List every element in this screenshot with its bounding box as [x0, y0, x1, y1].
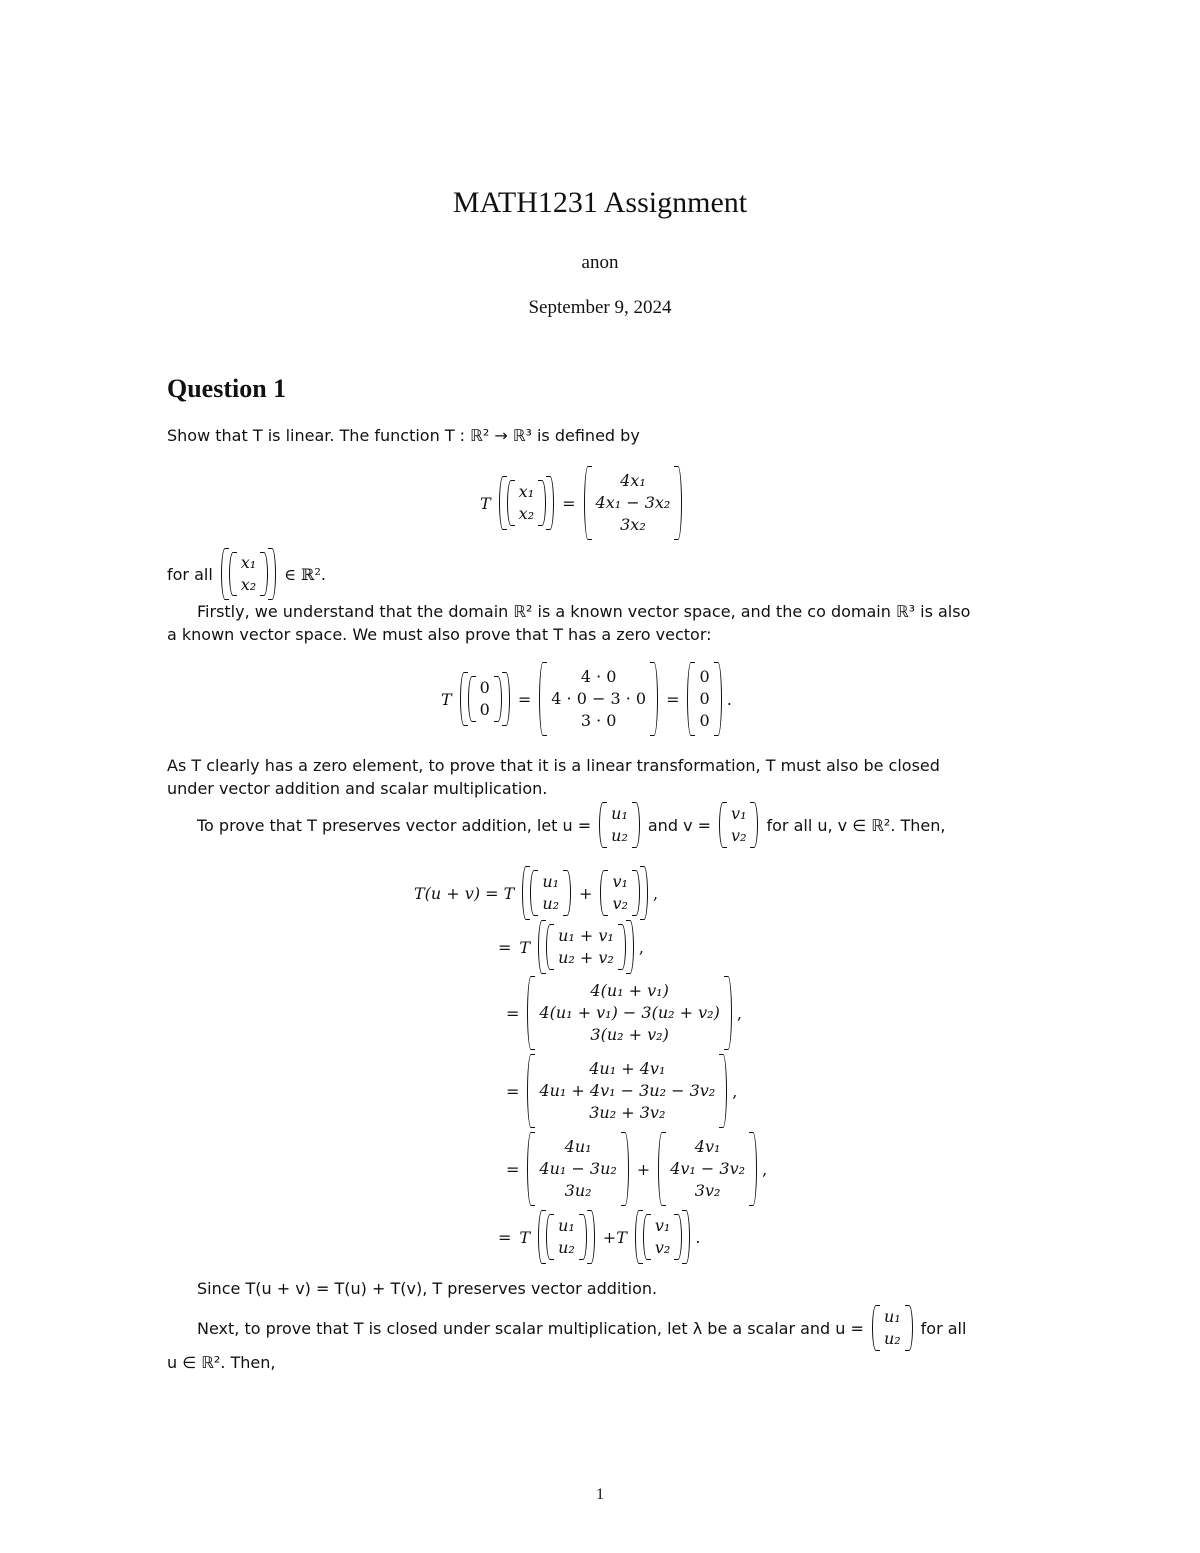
matrix-entry: u₁ — [542, 872, 560, 891]
matrix-entry: u₁ + v₁ — [558, 926, 614, 945]
text-segment: and v = — [647, 815, 712, 835]
matrix-entry: v₂ — [654, 1238, 671, 1257]
matrix-entry: 4x₁ − 3x₂ — [595, 493, 671, 512]
matrix-entry: 3v₂ — [694, 1181, 721, 1200]
matrix-entry: u₂ — [558, 1238, 575, 1257]
paragraph-intro: Show that T is linear. The function T : ℝ² → ℝ³ is defined by — [167, 426, 640, 445]
matrix-entry: u₂ — [542, 894, 560, 913]
text-segment: Next, to prove that T is closed under scalar multiplication, let λ be a scalar and u = — [197, 1318, 864, 1338]
text-segment: for all u, v ∈ ℝ². Then, — [766, 815, 946, 835]
derivation-line-2: = T u₁ + v₁ u₂ + v₂ , — [498, 920, 644, 974]
matrix-entry: 3u₂ + 3v₂ — [589, 1103, 666, 1122]
document-author: anon — [581, 252, 619, 273]
paragraph-let-u-v — [197, 802, 945, 848]
derivation-line-5: = 4u₁ 4u₁ − 3u₂ 3u₂ + 4v₁ 4v₁ − 3v₂ 3v₂ , — [506, 1132, 767, 1206]
matrix-entry: 3(u₂ + v₂) — [590, 1025, 669, 1044]
derivation-line-4: = 4u₁ + 4v₁ 4u₁ + 4v₁ − 3u₂ − 3v₂ 3u₂ + 3v₂ , — [506, 1054, 737, 1128]
paragraph-since: Since T(u + v) = T(u) + T(v), T preserves vector addition. — [197, 1279, 658, 1298]
matrix-entry: u₂ — [611, 826, 628, 845]
matrix-entry: 4(u₁ + v₁) − 3(u₂ + v₂) — [539, 1003, 720, 1022]
text-segment: ∈ ℝ². — [284, 564, 326, 584]
matrix-entry: 4(u₁ + v₁) — [590, 981, 669, 1000]
matrix-entry: x₂ — [240, 575, 257, 594]
definition-equation: T x₁ x₂ = 4x₁ 4x₁ − 3x₂ 3x₂ — [480, 466, 682, 540]
matrix-entry: 4u₁ + 4v₁ — [589, 1059, 666, 1078]
matrix-entry: 0 — [479, 678, 490, 697]
matrix-entry: v₁ — [731, 804, 747, 823]
section-heading: Question 1 — [167, 374, 287, 403]
matrix-entry: 4x₁ — [620, 471, 646, 490]
matrix-entry: v₁ — [654, 1216, 671, 1235]
matrix-entry: 4v₁ — [694, 1137, 721, 1156]
matrix-entry: x₁ — [518, 482, 535, 501]
matrix-entry: 3u₂ — [564, 1181, 592, 1200]
matrix-entry: u₂ — [883, 1329, 901, 1348]
paragraph-for-all — [167, 548, 326, 600]
text-segment: for all — [920, 1318, 967, 1338]
text-segment: for all — [167, 564, 213, 584]
matrix-entry: 4u₁ — [564, 1137, 592, 1156]
document-title: MATH1231 Assignment — [452, 186, 748, 219]
paragraph-scalar-line1 — [197, 1305, 966, 1351]
matrix-entry: v₂ — [612, 894, 628, 913]
matrix-entry: u₁ — [611, 804, 628, 823]
matrix-entry: 4 · 0 — [580, 667, 617, 686]
matrix-entry: u₂ + v₂ — [558, 948, 614, 967]
matrix-entry: 4u₁ + 4v₁ − 3u₂ − 3v₂ — [539, 1081, 716, 1100]
matrix-entry: 4u₁ − 3u₂ — [539, 1159, 617, 1178]
derivation-line-1: T(u + v) = T u₁ u₂ + v₁ v₂ , — [414, 866, 658, 920]
page-number: 1 — [596, 1486, 604, 1503]
paragraph-firstly-line1: Firstly, we understand that the domain ℝ² is a known vector space, and the co domain ℝ³ is also — [197, 602, 971, 621]
paragraph-zero-element-line1: As T clearly has a zero element, to prove that it is a linear transformation, T must also be closed — [167, 756, 940, 775]
matrix-entry: 0 — [699, 711, 710, 730]
matrix-entry: 0 — [479, 700, 490, 719]
matrix-entry: u₁ — [558, 1216, 575, 1235]
paragraph-scalar-line2: u ∈ ℝ². Then, — [167, 1353, 276, 1372]
text-segment: To prove that T preserves vector addition, let u = — [197, 815, 592, 835]
matrix-entry: v₁ — [612, 872, 628, 891]
matrix-entry: v₂ — [731, 826, 747, 845]
matrix-entry: x₂ — [518, 504, 535, 523]
paragraph-firstly-line2: a known vector space. We must also prove that T has a zero vector: — [167, 625, 712, 644]
derivation-line-3: = 4(u₁ + v₁) 4(u₁ + v₁) − 3(u₂ + v₂) 3(u₂ + v₂) , — [506, 976, 742, 1050]
zero-vector-equation: T 0 0 = 4 · 0 4 · 0 − 3 · 0 3 · 0 = 0 0 0 . — [441, 662, 732, 736]
matrix-entry: x₁ — [240, 553, 257, 572]
math-text: T(u + v) = T — [414, 883, 515, 903]
matrix-entry: 4 · 0 − 3 · 0 — [551, 689, 647, 708]
derivation-line-6: = T u₁ u₂ + T v₁ v₂ . — [498, 1210, 701, 1264]
matrix-entry: 3 · 0 — [580, 711, 617, 730]
paragraph-zero-element-line2: under vector addition and scalar multiplication. — [167, 779, 548, 798]
matrix-entry: 4v₁ − 3v₂ — [670, 1159, 746, 1178]
matrix-entry: 0 — [699, 667, 710, 686]
matrix-entry: 0 — [699, 689, 710, 708]
matrix-entry: u₁ — [883, 1307, 901, 1326]
matrix-entry: 3x₂ — [620, 515, 646, 534]
document-date: September 9, 2024 — [528, 297, 672, 318]
math-symbol: T — [480, 493, 491, 513]
